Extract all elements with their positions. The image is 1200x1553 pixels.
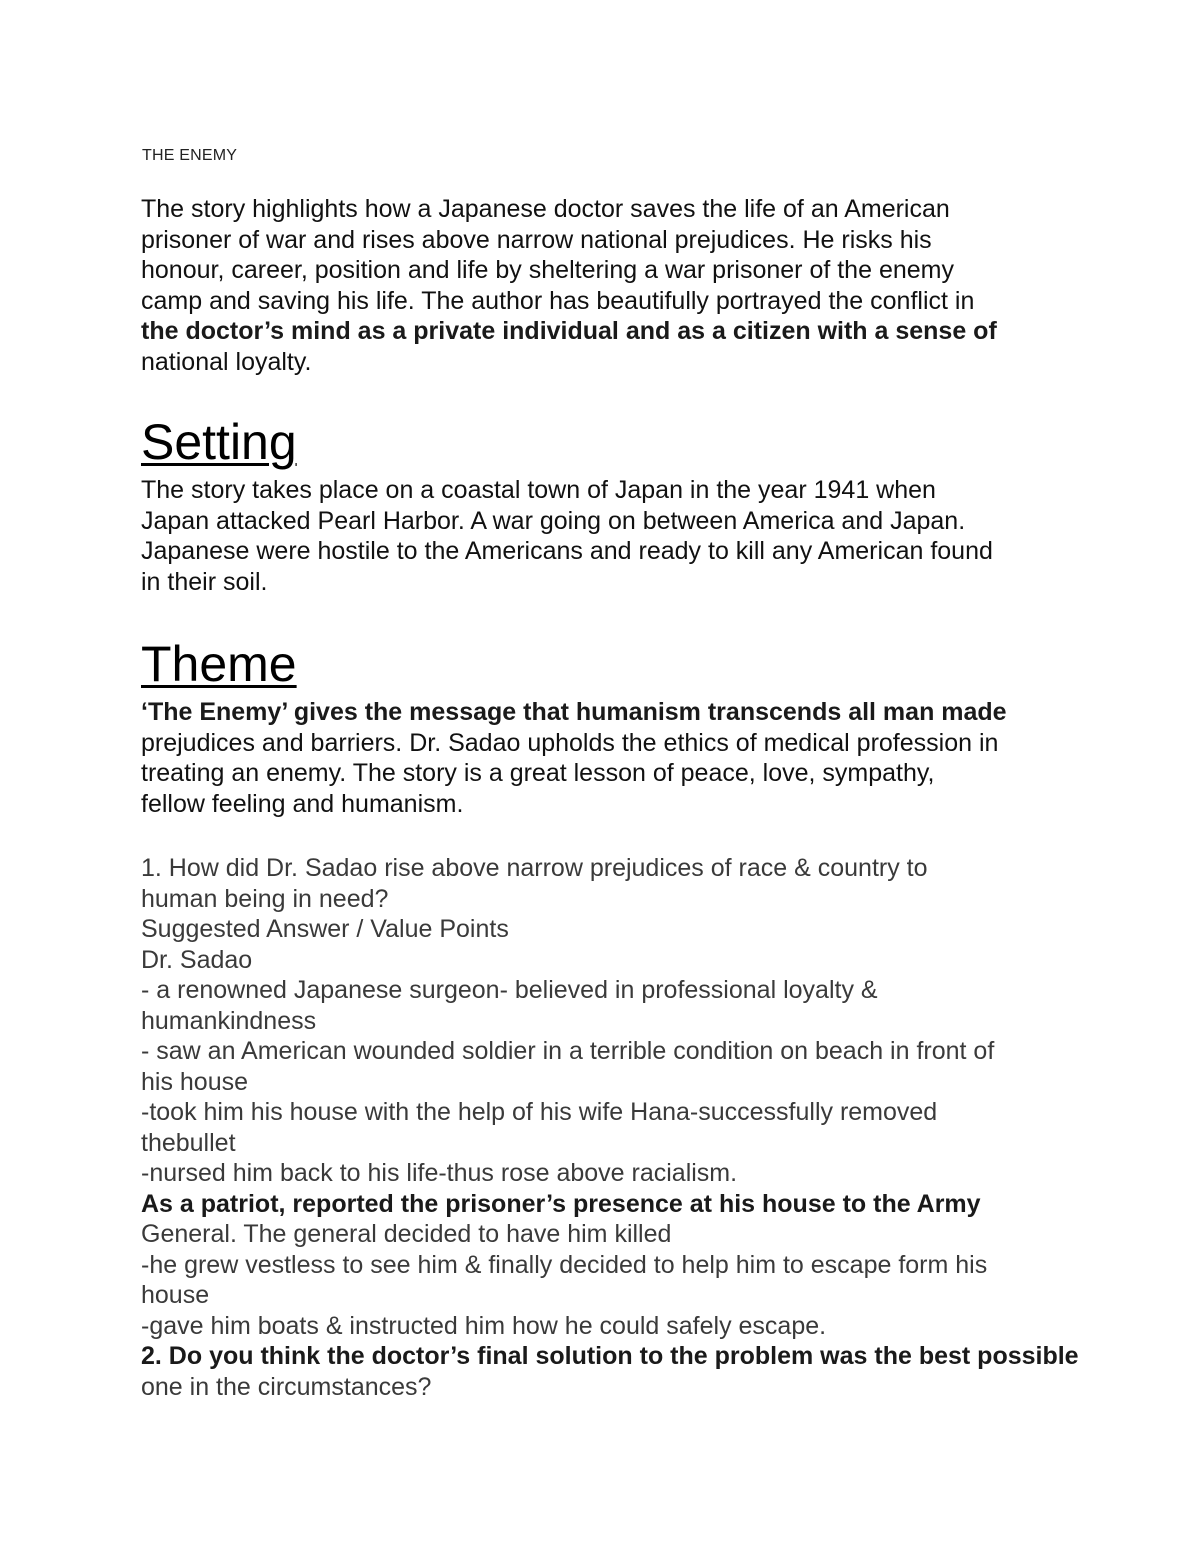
qa-line: Suggested Answer / Value Points [141, 915, 509, 943]
qa-line: As a patriot, reported the prisoner’s presence at his house to the Army [141, 1189, 981, 1218]
setting-line: Japanese were hostile to the Americans and ready to kill any American found [141, 537, 993, 565]
qa-line: his house [141, 1067, 249, 1096]
theme-paragraph [141, 697, 1081, 819]
qa-line: human being in need? [141, 884, 389, 913]
intro-paragraph [141, 194, 1081, 377]
intro-line: the doctor’s mind as a private individual and as a citizen with a sense of [141, 317, 997, 345]
intro-line: camp and saving his life. The author has beautifully portrayed the conflict in [141, 286, 975, 315]
qa-line: - saw an American wounded soldier in a terrible condition on beach in front of [141, 1037, 995, 1065]
theme-line: fellow feeling and humanism. [141, 789, 464, 818]
intro-line: prisoner of war and rises above narrow national prejudices. He risks his [141, 225, 932, 254]
setting-heading: Setting [141, 414, 297, 470]
qa-line: -nursed him back to his life-thus rose above racialism. [141, 1159, 738, 1187]
qa-line: -gave him boats & instructed him how he could safely escape. [141, 1311, 827, 1340]
qa-line: - a renowned Japanese surgeon- believed in professional loyalty & [141, 976, 878, 1004]
theme-heading: Theme [141, 636, 297, 692]
intro-line: national loyalty. [141, 347, 312, 376]
setting-line: Japan attacked Pearl Harbor. A war going on between America and Japan. [141, 506, 966, 535]
qa-line: humankindness [141, 1006, 317, 1035]
qa-line: 2. Do you think the doctor’s final solution to the problem was the best possible [141, 1342, 1079, 1370]
qa-line: -took him his house with the help of his wife Hana-successfully removed [141, 1098, 938, 1126]
qa-line: house [141, 1281, 210, 1309]
qa-line: -he grew vestless to see him & finally decided to help him to escape form his [141, 1250, 988, 1279]
setting-line: in their soil. [141, 567, 268, 596]
intro-line: honour, career, position and life by sheltering a war prisoner of the enemy [141, 256, 954, 284]
document-title: THE ENEMY [142, 147, 238, 164]
qa-line: thebullet [141, 1128, 236, 1157]
setting-paragraph [141, 475, 1081, 597]
theme-line: prejudices and barriers. Dr. Sadao upholds the ethics of medical profession in [141, 728, 999, 757]
qa-line: 1. How did Dr. Sadao rise above narrow prejudices of race & country to [141, 854, 928, 882]
qa-line: one in the circumstances? [141, 1372, 432, 1401]
theme-line: ‘The Enemy’ gives the message that humanism transcends all man made [141, 698, 1007, 726]
theme-line: treating an enemy. The story is a great lesson of peace, love, sympathy, [141, 759, 935, 787]
qa-line: General. The general decided to have him killed [141, 1220, 672, 1248]
qa-line: Dr. Sadao [141, 945, 253, 974]
setting-line: The story takes place on a coastal town of Japan in the year 1941 when [141, 476, 936, 504]
question-answer-section [141, 853, 1081, 1402]
intro-line: The story highlights how a Japanese doctor saves the life of an American [141, 195, 950, 223]
